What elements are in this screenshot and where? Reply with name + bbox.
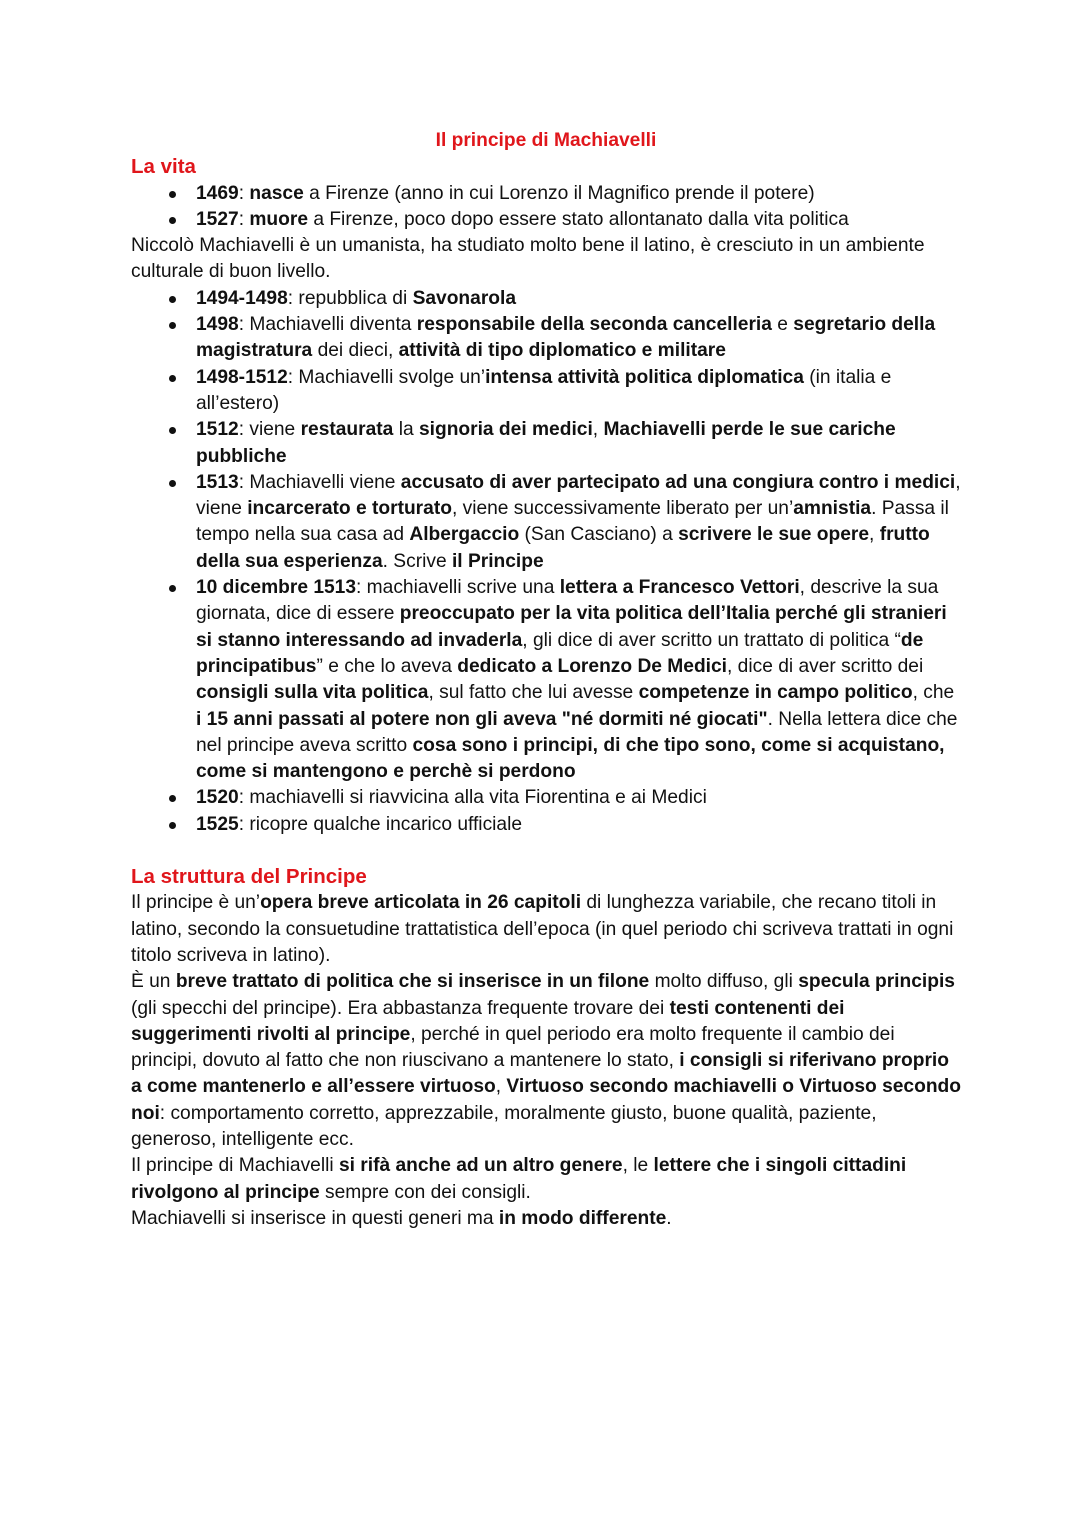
section-heading-vita: La vita	[131, 155, 196, 179]
bold-text: i consigli si riferivano proprio a come mantenerlo e all’essere virtuoso	[131, 1050, 949, 1098]
struttura-paragraph: Il principe è un’opera breve articolata in 26 capitoli di lunghezza variabile, che recano titoli in latino, secondo la consuetudine trattatistica dell’epoca (in quel periodo chi scriveva trattati in ogni titolo scriveva in latino).	[131, 892, 954, 966]
list-item: 1512: viene restaurata la signoria dei medici, Machiavelli perde le sue cariche pubbliche	[196, 417, 961, 470]
bold-text: opera breve articolata in 26 capitoli	[260, 892, 582, 914]
bold-text: restaurata	[300, 419, 394, 441]
bold-text: competenze in campo politico	[638, 682, 913, 704]
bold-text: 1498	[196, 314, 239, 336]
bold-text: segretario della magistratura	[196, 314, 936, 362]
bold-text: 10 dicembre 1513	[196, 577, 357, 599]
vita-intro-paragraph: Niccolò Machiavelli è un umanista, ha studiato molto bene il latino, è cresciuto in un ambiente culturale di buon livello.	[131, 235, 925, 283]
bold-text: consigli sulla vita politica	[196, 682, 429, 704]
bold-text: nasce	[249, 182, 304, 204]
bold-text: frutto della sua esperienza	[196, 524, 930, 572]
bold-text: lettera a Francesco Vettori	[559, 577, 800, 599]
section-heading-struttura: La struttura del Principe	[131, 865, 367, 889]
bold-text: cosa sono i principi, di che tipo sono, come si acquistano, come si mantengono e perchè si perdono	[196, 734, 945, 783]
bold-text: il Principe	[451, 550, 544, 572]
struttura-paragraph: Il principe di Machiavelli si rifà anche ad un altro genere, le lettere che i singoli cittadini rivolgono al principe sempre con dei consigli.	[131, 1155, 907, 1203]
bold-text: responsabile della seconda cancelleria	[416, 314, 772, 336]
bold-text: accusato di aver partecipato ad una congiura contro i medici	[400, 471, 956, 493]
bold-text: specula principis	[798, 971, 955, 993]
bold-text: 1469	[196, 182, 239, 204]
section-spacer	[131, 838, 961, 864]
bold-text: Savonarola	[412, 287, 517, 309]
bold-text: breve trattato di politica che si inserisce in un filone	[175, 971, 650, 993]
bold-text: attività di tipo diplomatico e militare	[398, 340, 726, 362]
list-item: 1498: Machiavelli diventa responsabile della seconda cancelleria e segretario della magistratura dei dieci, attività di tipo diplomatico e militare	[196, 312, 961, 365]
bold-text: si rifà anche ad un altro genere	[338, 1155, 623, 1177]
bold-text: de principatibus	[196, 629, 924, 677]
bold-text: i 15 anni passati al potere non gli aveva "né dormiti né giocati"	[196, 708, 768, 730]
list-item: 1513: Machiavelli viene accusato di aver partecipato ad una congiura contro i medici, viene incarcerato e torturato, viene successivamente liberato per un’amnistia. Passa il tempo nella sua casa ad Albergaccio (San Casciano) a scrivere le sue opere, frutto della sua esperienza. Scrive il Principe	[196, 470, 961, 575]
bold-text: Virtuoso secondo machiavelli o Virtuoso secondo noi	[131, 1076, 961, 1124]
bold-text: 1520	[196, 787, 239, 809]
list-item: 1494-1498: repubblica di Savonarola	[196, 286, 961, 312]
bold-text: 1527	[196, 208, 239, 230]
bold-text: dedicato a Lorenzo De Medici	[457, 655, 728, 677]
bold-text: incarcerato e torturato	[247, 498, 452, 520]
struttura-paragraph: Machiavelli si inserisce in questi generi ma in modo differente.	[131, 1207, 672, 1229]
bold-text: Albergaccio	[409, 524, 520, 546]
document-title: Il principe di Machiavelli	[435, 130, 657, 151]
bold-text: 1513	[196, 471, 239, 493]
list-item: 1498-1512: Machiavelli svolge un’intensa attività politica diplomatica (in italia e all’estero)	[196, 365, 961, 418]
bold-text: Machiavelli perde le sue cariche pubbliche	[196, 419, 896, 467]
bold-text: 1525	[196, 813, 239, 835]
bold-text: testi contenenti dei suggerimenti rivolti al principe	[131, 997, 845, 1045]
struttura-paragraph: È un breve trattato di politica che si inserisce in un filone molto diffuso, gli specula principis (gli specchi del principe). Era abbastanza frequente trovare dei testi contenenti dei suggerimenti rivolti al principe, perché in quel periodo era molto frequente il cambio dei principi, dovuto al fatto che non riuscivano a mantenere lo stato, i consigli si riferivano proprio a come mantenerlo e all’essere virtuoso, Virtuoso secondo machiavelli o Virtuoso secondo noi: comportamento corretto, apprezzabile, moralmente giusto, buone qualità, paziente, generoso, intelligente ecc.	[131, 971, 961, 1150]
bold-text: intensa attività politica diplomatica	[485, 366, 804, 388]
bold-text: signoria dei medici	[418, 419, 593, 441]
list-item: 10 dicembre 1513: machiavelli scrive una lettera a Francesco Vettori, descrive la sua giornata, dice di essere preoccupato per la vita politica dell’Italia perché gli stranieri si stanno interessando ad invaderla, gli dice di aver scritto un trattato di politica “de principatibus” e che lo aveva dedicato a Lorenzo De Medici, dice di aver scritto dei consigli sulla vita politica, sul fatto che lui avesse competenze in campo politico, che i 15 anni passati al potere non gli aveva "né dormiti né giocati". Nella lettera dice che nel principe aveva scritto cosa sono i principi, di che tipo sono, come si acquistano, come si mantengono e perchè si perdono	[196, 575, 961, 785]
bold-text: muore	[249, 208, 308, 230]
bold-text: amnistia	[793, 498, 872, 520]
bold-text: lettere che i singoli cittadini rivolgono al principe	[131, 1155, 907, 1203]
bold-text: preoccupato per la vita politica dell’Italia perché gli stranieri si stanno interessando ad invaderla	[196, 603, 947, 651]
bold-text: 1498-1512	[196, 366, 288, 388]
list-item: 1525: ricopre qualche incarico ufficiale	[196, 812, 961, 838]
list-item: 1520: machiavelli si riavvicina alla vita Fiorentina e ai Medici	[196, 785, 961, 811]
bold-text: 1494-1498	[196, 287, 288, 309]
vita-list-primary	[131, 181, 961, 234]
document-page	[131, 128, 961, 1232]
list-item: 1469: nasce a Firenze (anno in cui Lorenzo il Magnifico prende il potere)	[196, 181, 961, 207]
list-item: 1527: muore a Firenze, poco dopo essere stato allontanato dalla vita politica	[196, 207, 961, 233]
bold-text: scrivere le sue opere	[678, 524, 870, 546]
vita-list-timeline	[131, 286, 961, 838]
bold-text: 1512	[196, 419, 239, 441]
bold-text: in modo differente	[498, 1207, 667, 1229]
